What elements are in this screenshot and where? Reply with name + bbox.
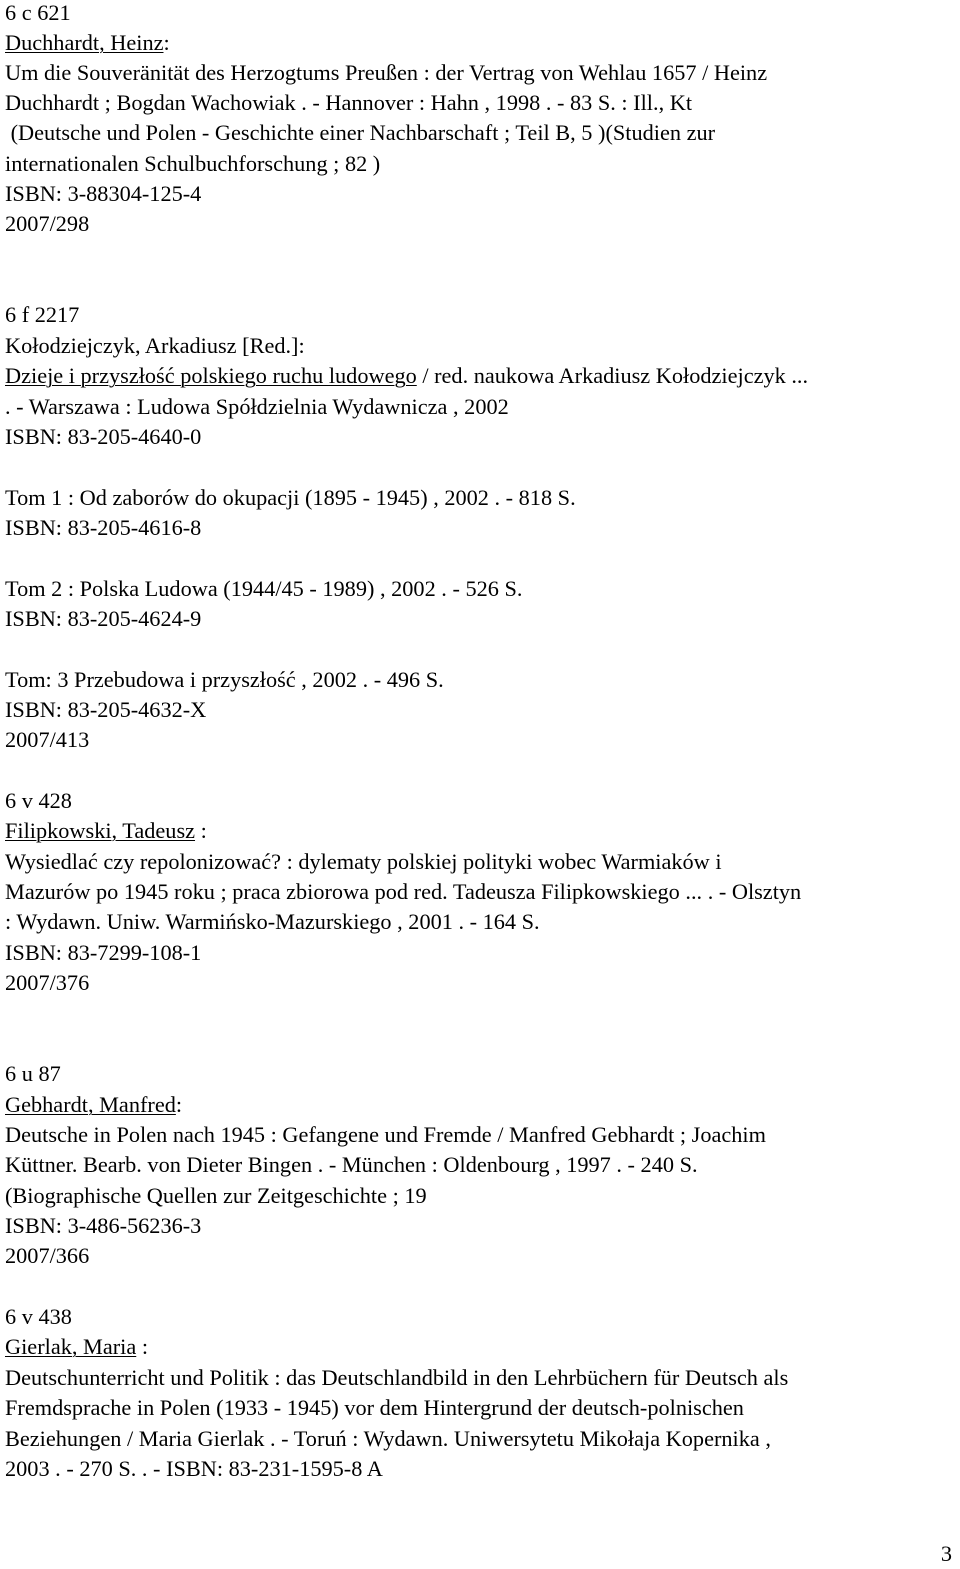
entry-author [5,818,207,844]
entry-signature: 6 v 428 [5,788,72,813]
entry-line: Fremdsprache in Polen (1933 - 1945) vor dem Hintergrund der deutsch-polnischen [5,1395,744,1420]
entry-signature: 6 f 2217 [5,302,80,327]
entry-isbn: ISBN: 83-7299-108-1 [5,940,202,965]
author-separator: : [175,1092,183,1117]
entry-line: (Biographische Quellen zur Zeitgeschichte ; 19 [5,1183,427,1208]
entry-line: 2003 . - 270 S. . - ISBN: 83-231-1595-8 A [5,1456,383,1481]
entry-line: Wysiedlać czy repolonizować? : dylematy polskiej polityki wobec Warmiaków i [5,849,722,874]
entry-author: Kołodziejczyk, Arkadiusz [Red.]: [5,333,305,358]
entry-isbn: ISBN: 83-205-4624-9 [5,606,202,631]
entry-volume: Tom 1 : Od zaborów do okupacji (1895 - 1945) , 2002 . - 818 S. [5,485,576,510]
entry-accession: 2007/298 [5,211,90,236]
entry-line: (Deutsche und Polen - Geschichte einer Nachbarschaft ; Teil B, 5 )(Studien zur [5,120,716,145]
entry-line: internationalen Schulbuchforschung ; 82 ) [5,151,381,176]
page-number: 3 [940,1541,952,1566]
author-separator: : [195,818,207,843]
author-separator: : [163,30,170,55]
entry-author [5,30,170,56]
entry-isbn: ISBN: 83-205-4632-X [5,697,207,722]
title-rest: / red. naukowa Arkadiusz Kołodziejczyk ... [416,363,809,388]
entry-line: Deutsche in Polen nach 1945 : Gefangene und Fremde / Manfred Gebhardt ; Joachim [5,1122,766,1147]
entry-accession: 2007/366 [5,1243,90,1268]
entry-volume: Tom 2 : Polska Ludowa (1944/45 - 1989) , 2002 . - 526 S. [5,576,523,601]
author-name: Gierlak, Maria [5,1334,137,1359]
entry-isbn: ISBN: 3-486-56236-3 [5,1213,202,1238]
entry-line: Beziehungen / Maria Gierlak . - Toruń : Wydawn. Uniwersytetu Mikołaja Kopernika , [5,1426,771,1451]
entry-line: Um die Souveränität des Herzogtums Preußen : der Vertrag von Wehlau 1657 / Heinz [5,60,768,85]
title-underlined: Dzieje i przyszłość polskiego ruchu ludowego [5,363,417,388]
entry-line: : Wydawn. Uniw. Warmińsko-Mazurskiego , 2001 . - 164 S. [5,909,540,934]
entry-signature: 6 c 621 [5,0,71,25]
entry-accession: 2007/376 [5,970,90,995]
entry-isbn: ISBN: 83-205-4616-8 [5,515,202,540]
entry-accession: 2007/413 [5,727,90,752]
entry-line: Duchhardt ; Bogdan Wachowiak . - Hannover : Hahn , 1998 . - 83 S. : Ill., Kt [5,90,693,115]
entry-isbn: ISBN: 83-205-4640-0 [5,424,202,449]
entry-title [5,363,808,389]
entry-isbn: ISBN: 3-88304-125-4 [5,181,202,206]
entry-signature: 6 v 438 [5,1304,72,1329]
entry-line: . - Warszawa : Ludowa Spółdzielnia Wydawnicza , 2002 [5,394,509,419]
entry-volume: Tom: 3 Przebudowa i przyszłość , 2002 . - 496 S. [5,667,444,692]
author-name: Gebhardt, Manfred [5,1092,176,1117]
author-separator: : [136,1334,149,1359]
entry-author [5,1092,182,1118]
entry-line: Mazurów po 1945 roku ; praca zbiorowa pod red. Tadeusza Filipkowskiego ... . - Olsztyn [5,879,802,904]
entry-line: Deutschunterricht und Politik : das Deutschlandbild in den Lehrbüchern für Deutsch als [5,1365,789,1390]
entry-line: Küttner. Bearb. von Dieter Bingen . - München : Oldenbourg , 1997 . - 240 S. [5,1152,698,1177]
author-name: Duchhardt, Heinz [5,30,164,55]
entry-signature: 6 u 87 [5,1061,61,1086]
author-name: Filipkowski, Tadeusz [5,818,196,843]
entry-author [5,1334,148,1360]
